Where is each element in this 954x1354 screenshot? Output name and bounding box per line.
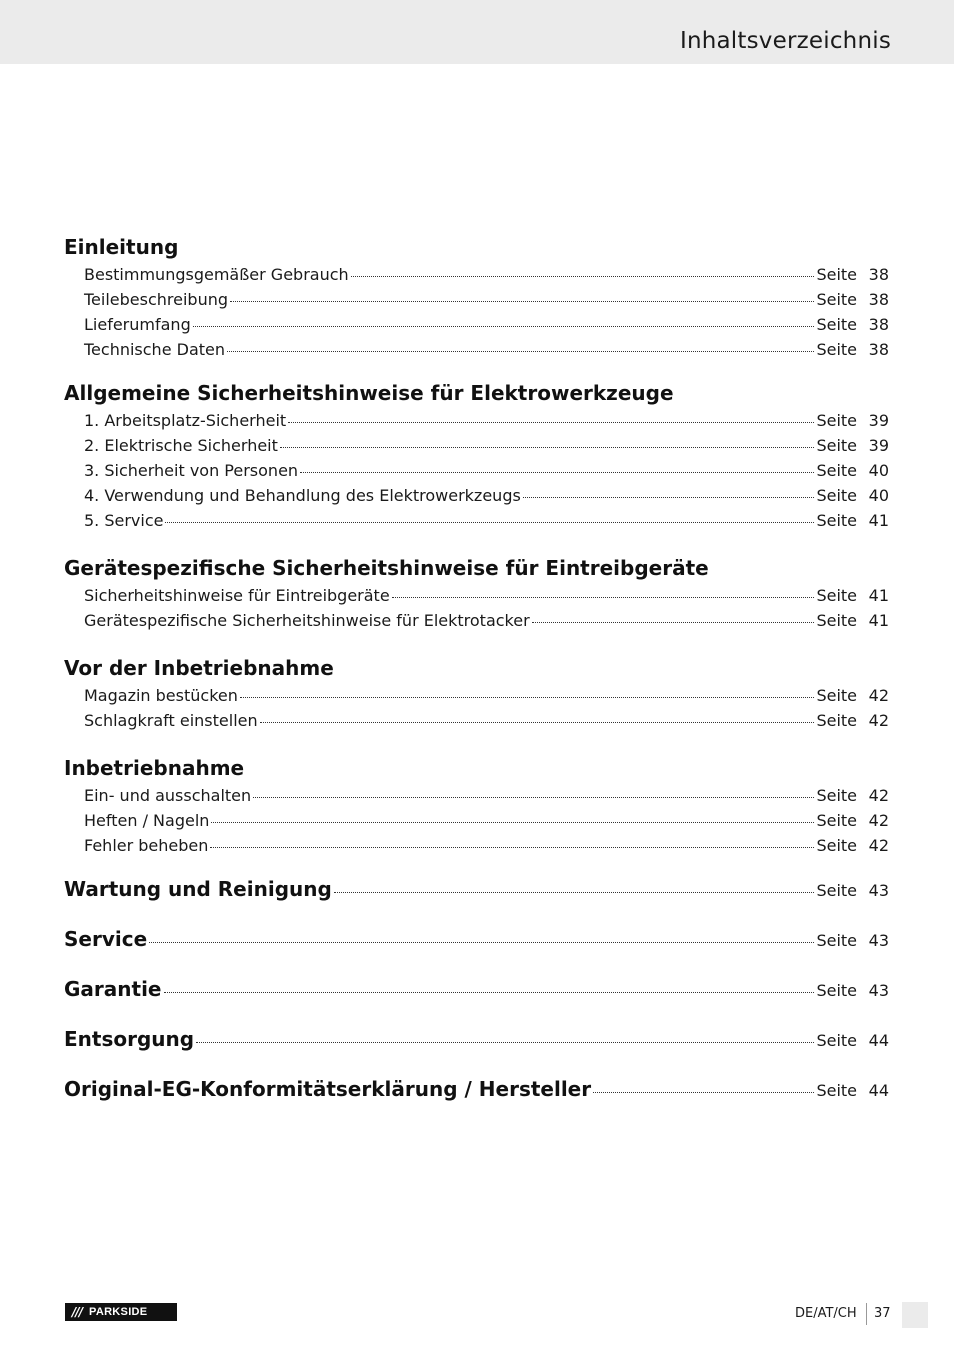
- entry-label: Heften / Nageln: [84, 811, 210, 830]
- logo-slashes: ///: [71, 1305, 83, 1319]
- dot-leader: [193, 326, 815, 327]
- page-number: 42: [868, 711, 889, 730]
- section-title: Einleitung: [64, 235, 179, 259]
- toc-entry: [64, 833, 889, 858]
- footer-tab-marker: [902, 1302, 928, 1328]
- seite-label: Seite: [816, 1031, 857, 1050]
- seite-label: Seite: [816, 340, 857, 359]
- dot-leader: [230, 301, 814, 302]
- seite-label: Seite: [816, 411, 857, 430]
- page-number: 42: [868, 836, 889, 855]
- seite-label: Seite: [816, 981, 857, 1000]
- page-number: 43: [868, 931, 889, 950]
- entry-label: Garantie: [64, 977, 162, 1001]
- seite-label: Seite: [816, 265, 857, 284]
- toc-big-entry-wartung: [64, 864, 889, 914]
- dot-leader: [260, 722, 815, 723]
- entry-label: Fehler beheben: [84, 836, 209, 855]
- toc-entry: [64, 683, 889, 708]
- page-number: 39: [868, 436, 889, 455]
- dot-leader: [165, 522, 814, 523]
- dot-leader: [211, 822, 814, 823]
- seite-label: Seite: [816, 511, 857, 530]
- seite-label: Seite: [816, 486, 857, 505]
- toc-big-entry-entsorgung: [64, 1014, 889, 1064]
- dot-leader: [227, 351, 814, 352]
- dot-leader: [280, 447, 815, 448]
- entry-label: 3. Sicherheit von Personen: [84, 461, 299, 480]
- entry-label: Service: [64, 927, 148, 951]
- dot-leader: [196, 1042, 814, 1043]
- seite-label: Seite: [816, 881, 857, 900]
- toc-section-einleitung: [64, 232, 889, 362]
- toc-entry: [64, 287, 889, 312]
- toc-entry: [64, 312, 889, 337]
- toc-entry: [64, 458, 889, 483]
- dot-leader: [300, 472, 814, 473]
- toc-section-geraetespezifische-sicherheitshinweise: [64, 553, 889, 633]
- toc-section-allgemeine-sicherheitshinweise: [64, 378, 889, 533]
- entry-label: Technische Daten: [84, 340, 226, 359]
- toc-big-entry-garantie: [64, 964, 889, 1014]
- dot-leader: [334, 892, 815, 893]
- dot-leader: [392, 597, 815, 598]
- dot-leader: [532, 622, 815, 623]
- entry-label: Entsorgung: [64, 1027, 195, 1051]
- toc-entry: [64, 508, 889, 533]
- seite-label: Seite: [816, 290, 857, 309]
- toc-entry: [64, 483, 889, 508]
- footer-page-number: 37: [874, 1306, 891, 1321]
- toc-entry: [64, 783, 889, 808]
- toc-big-entry-service: [64, 914, 889, 964]
- entry-label: Ein- und ausschalten: [84, 786, 252, 805]
- toc-entry: [64, 262, 889, 287]
- footer-language-codes: DE/AT/CH: [795, 1306, 857, 1321]
- entry-label: Gerätespezifische Sicherheitshinweise für Elektrotacker: [84, 611, 530, 630]
- page-number: 41: [868, 586, 889, 605]
- dot-leader: [523, 497, 815, 498]
- logo-text: PARKSIDE: [89, 1306, 148, 1318]
- page-number: 40: [868, 486, 889, 505]
- page-number: 42: [868, 786, 889, 805]
- spacer: [64, 533, 889, 553]
- seite-label: Seite: [816, 686, 857, 705]
- page-number: 43: [868, 881, 889, 900]
- entry-label: Lieferumfang: [84, 315, 191, 334]
- section-title: Inbetriebnahme: [64, 756, 245, 780]
- seite-label: Seite: [816, 836, 857, 855]
- entry-label: 4. Verwendung und Behandlung des Elektrowerkzeugs: [84, 486, 521, 505]
- toc-entry: [64, 433, 889, 458]
- seite-label: Seite: [816, 931, 857, 950]
- page-number: 44: [868, 1031, 889, 1050]
- seite-label: Seite: [816, 461, 857, 480]
- entry-label: 1. Arbeitsplatz-Sicherheit: [84, 411, 287, 430]
- footer-divider: [866, 1303, 867, 1325]
- spacer: [64, 633, 889, 653]
- page-title: Inhaltsverzeichnis: [679, 28, 891, 54]
- section-title: Vor der Inbetriebnahme: [64, 656, 334, 680]
- dot-leader: [240, 697, 815, 698]
- entry-label: Magazin bestücken: [84, 686, 238, 705]
- table-of-contents: [64, 232, 889, 1114]
- entry-label: Sicherheitshinweise für Eintreibgeräte: [84, 586, 390, 605]
- entry-label: 2. Elektrische Sicherheit: [84, 436, 278, 455]
- toc-section-inbetriebnahme: [64, 753, 889, 858]
- toc-entry: [64, 583, 889, 608]
- page-number: 44: [868, 1081, 889, 1100]
- toc-entry: [64, 408, 889, 433]
- seite-label: Seite: [816, 811, 857, 830]
- header-band: [0, 0, 954, 64]
- page-number: 41: [868, 511, 889, 530]
- seite-label: Seite: [816, 586, 857, 605]
- dot-leader: [210, 847, 814, 848]
- entry-label: Schlagkraft einstellen: [84, 711, 258, 730]
- toc-section-vor-der-inbetriebnahme: [64, 653, 889, 733]
- page-number: 40: [868, 461, 889, 480]
- page-number: 42: [868, 811, 889, 830]
- toc-entry: [64, 608, 889, 633]
- section-title: Gerätespezifische Sicherheitshinweise für Eintreibgeräte: [64, 556, 709, 580]
- page-number: 41: [868, 611, 889, 630]
- page-number: 38: [868, 340, 889, 359]
- entry-label: Wartung und Reinigung: [64, 877, 332, 901]
- page-number: 38: [868, 265, 889, 284]
- seite-label: Seite: [816, 711, 857, 730]
- seite-label: Seite: [816, 1081, 857, 1100]
- section-title: Allgemeine Sicherheitshinweise für Elektrowerkzeuge: [64, 381, 674, 405]
- entry-label: Teilebeschreibung: [84, 290, 229, 309]
- entry-label: Original-EG-Konformitätserklärung / Hersteller: [64, 1077, 592, 1101]
- seite-label: Seite: [816, 315, 857, 334]
- dot-leader: [253, 797, 814, 798]
- dot-leader: [164, 992, 815, 993]
- toc-entry: [64, 337, 889, 362]
- spacer: [64, 362, 889, 378]
- page-number: 43: [868, 981, 889, 1000]
- toc-entry: [64, 708, 889, 733]
- parkside-logo: [65, 1303, 177, 1321]
- page-number: 38: [868, 290, 889, 309]
- entry-label: 5. Service: [84, 511, 164, 530]
- seite-label: Seite: [816, 611, 857, 630]
- entry-label: Bestimmungsgemäßer Gebrauch: [84, 265, 349, 284]
- dot-leader: [593, 1092, 814, 1093]
- seite-label: Seite: [816, 786, 857, 805]
- toc-entry: [64, 808, 889, 833]
- page-number: 38: [868, 315, 889, 334]
- dot-leader: [288, 422, 814, 423]
- toc-big-entry-konformitaet: [64, 1064, 889, 1114]
- page-number: 39: [868, 411, 889, 430]
- dot-leader: [351, 276, 815, 277]
- spacer: [64, 733, 889, 753]
- page-number: 42: [868, 686, 889, 705]
- dot-leader: [149, 942, 814, 943]
- seite-label: Seite: [816, 436, 857, 455]
